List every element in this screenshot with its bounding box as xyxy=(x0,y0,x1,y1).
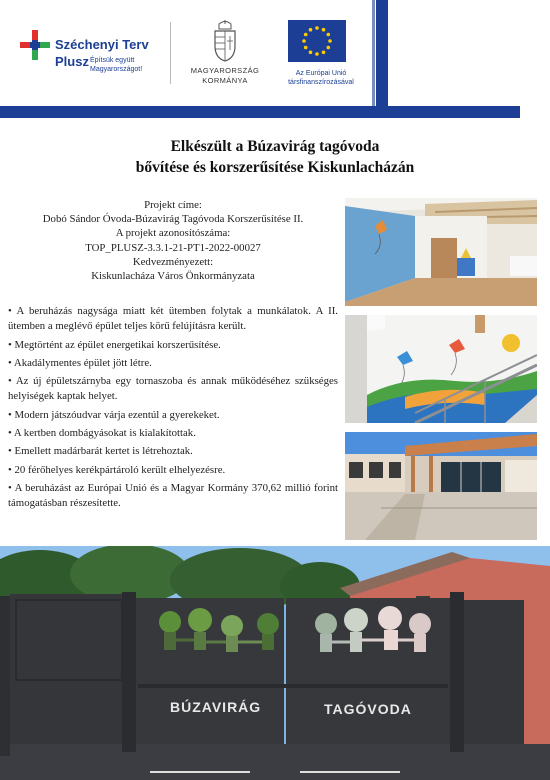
szechenyi-title: Széchenyi Terv xyxy=(55,37,149,52)
project-id-label: A projekt azonosítószáma: xyxy=(115,227,231,240)
header-vertical-bar xyxy=(376,0,388,118)
szechenyi-cross-icon xyxy=(20,30,50,60)
szechenyi-terv-logo xyxy=(20,24,170,94)
new-wing-exterior-photo xyxy=(345,432,537,540)
title-line1: Elkészült a Búzavirág tagóvoda xyxy=(170,138,380,155)
project-name: Dobó Sándor Óvoda-Búzavirág Tagóvoda Korszerűsítése II. xyxy=(42,213,304,226)
list-item: • Megtörtént az épület energetikai korszerűsítése. xyxy=(8,338,338,353)
list-item: • A beruházás nagysága miatt két ütemben folytak a munkálatok. A II. ütemben a meglévő épület teljes körű felújításra került. xyxy=(8,304,338,335)
header-divider xyxy=(170,22,171,84)
government-name-line1: MAGYARORSZÁG xyxy=(190,66,260,75)
header-banner xyxy=(0,0,550,120)
gate-sign-left: BÚZAVIRÁG xyxy=(170,699,262,715)
list-item: • Emellett madárbarát kertet is létrehoztak. xyxy=(8,444,338,459)
list-item: • A beruházást az Európai Unió és a Magyar Kormány 370,62 millió forint támogatásban részesítette. xyxy=(8,481,338,512)
gym-room-photo xyxy=(345,198,537,306)
header-accent-stripe xyxy=(372,0,375,110)
szechenyi-tagline-2: Magyarországot! xyxy=(90,66,143,73)
coat-of-arms-icon xyxy=(212,20,238,62)
achievement-list xyxy=(8,304,338,515)
list-item: • Modern játszóudvar várja ezentúl a gyerekeket. xyxy=(8,408,338,423)
szechenyi-plus: Plusz xyxy=(55,54,89,69)
title-line2: bővítése és korszerűsítése Kiskunlacházán xyxy=(135,159,415,176)
header-bottom-bar xyxy=(0,106,520,118)
szechenyi-tagline-1: Építsük együtt xyxy=(90,57,135,64)
list-item: • 20 férőhelyes kerékpártároló került elhelyezésre. xyxy=(8,463,338,478)
government-logo xyxy=(184,18,266,98)
page-title xyxy=(0,136,550,178)
beneficiary: Kiskunlacháza Város Önkormányzata xyxy=(91,270,255,283)
project-id: TOP_PLUSZ-3.3.1-21-PT1-2022-00027 xyxy=(85,241,261,254)
eu-text-line1: Az Európai Unió xyxy=(295,70,347,77)
government-name-line2: KORMÁNYA xyxy=(202,76,248,85)
gate-sign-right: TAGÓVODA xyxy=(324,701,412,717)
project-info xyxy=(0,198,346,283)
project-name-label: Projekt címe: xyxy=(144,199,202,211)
eu-flag-icon xyxy=(288,20,346,62)
szechenyi-tagline xyxy=(90,56,170,74)
list-item: • A kertben dombágyásokat is kialakítottak. xyxy=(8,426,338,441)
kindergarten-gate-photo xyxy=(0,546,550,780)
list-item: • Akadálymentes épület jött létre. xyxy=(8,356,338,371)
hallway-mural-photo xyxy=(345,315,537,423)
eu-logo xyxy=(276,20,366,100)
list-item: • Az új épületszárnyba egy tornaszoba és annak működéséhez szükséges helyiségek kaptak helyet. xyxy=(8,374,338,405)
eu-text-line2: társfinanszírozásával xyxy=(288,79,354,86)
beneficiary-label: Kedvezményezett: xyxy=(132,255,214,268)
